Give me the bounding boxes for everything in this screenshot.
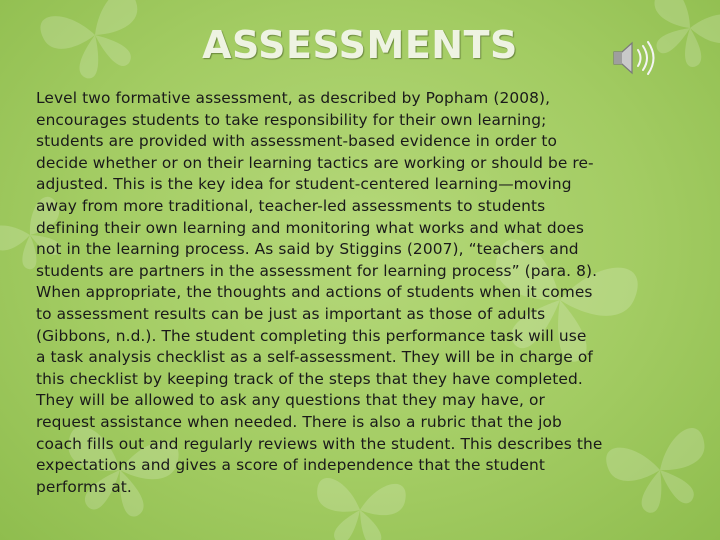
speaker-icon[interactable] [608, 36, 664, 80]
body-text: Level two formative assessment, as described by Popham (2008), encourages students to take responsibility for their own learning; students are provided with assessment-based evidence in order to decide whether or on their learning tactics are working or should be re- adjusted. This is the key idea for student-centered learning—moving away from more traditional, teacher-led assessments to students defining their own learning and monitoring what works and what does not in the learning process. As said by Stiggins (2007), “teachers and students are partners in the assessment for learning process” (para. 8). When appropriate, the thoughts and actions of students when it comes to assessment results can be just as important as those of adults (Gibbons, n.d.). The student completing this performance task will use a task analysis checklist as a self-assessment. They will be in charge of this checklist by keeping track of the steps that they have completed. They will be allowed to ask any questions that they may have, or request assistance when needed. There is also a rubric that the job coach fills out and regularly reviews with the student. This describes the expectations and gives a score of independence that the student performs at. [36, 89, 603, 496]
slide-title: ASSESSMENTS [202, 23, 518, 67]
